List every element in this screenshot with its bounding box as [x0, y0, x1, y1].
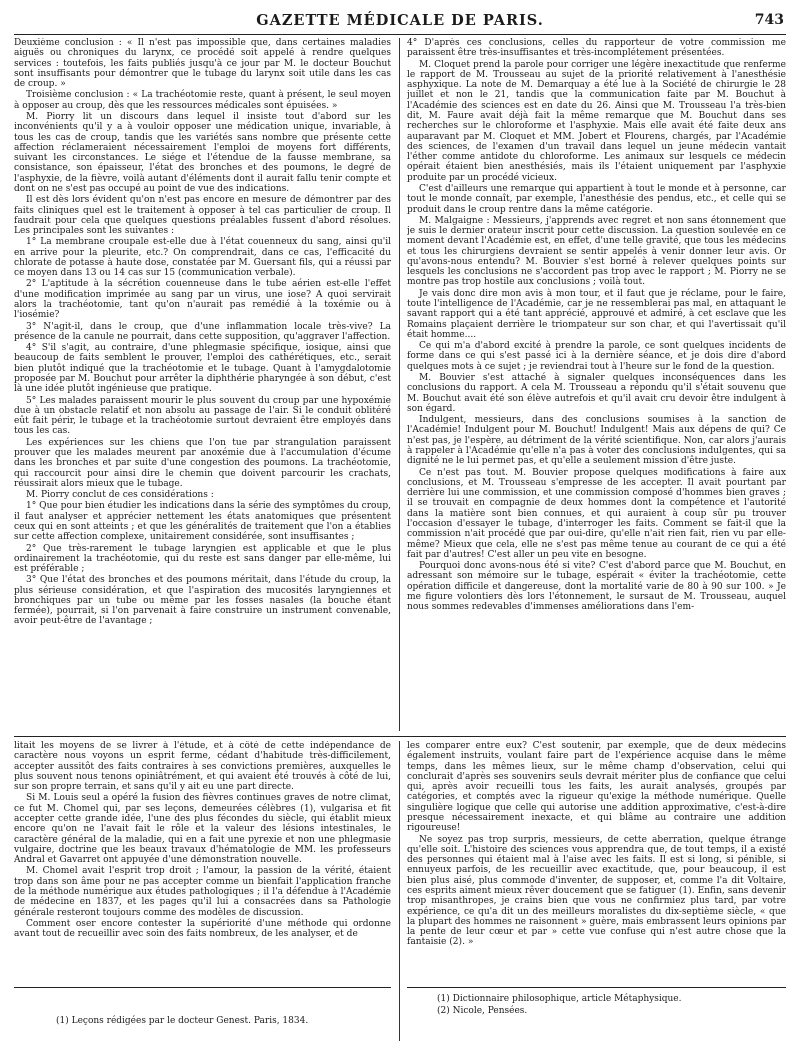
paragraph: 4° D'après ces conclusions, celles du rapporteur de votre commission me paraissent être très-insuffisantes et très-incomplétement présentées.	[407, 38, 786, 59]
footnote: (1) Leçons rédigées par le docteur Genest. Paris, 1834.	[56, 1016, 309, 1026]
paragraph: Ne soyez pas trop surpris, messieurs, de cette aberration, quelque étrange qu'elle soit. L'histoire des sciences vous apprendra que, de tout temps, il a existé des personnes qui étaient mal à l'aise avec les faits. Il est si long, si pénible, si ennuyeux parfois, de les recueillir avec exactitude, que, pour beaucoup, il est bien plus aisé, plus commode d'inventer, de supposer, et, comme l'a dit Voltaire, ces esprits aiment mieux rêver doucement que se fatiguer (1). Enfin, sans devenir trop misanthropes, je crains bien que vous ne confirmiez plus tard, par votre expérience, ce qu'a dit un des meilleurs moralistes du dix-septième siècle, « que la plupart des hommes ne raisonnent » guère, mais embrassent leurs opinions par la pente de leur cœur et par » cette vue confuse qui n'est autre chose que la fantaisie (2). »	[407, 834, 786, 948]
footnote-rule-right	[407, 987, 786, 988]
paragraph: M. Piorry conclut de ces considérations :	[26, 490, 214, 501]
page-header	[14, 10, 786, 32]
paragraph: C'est d'ailleurs une remarque qui appartient à tout le monde et à personne, car tout le monde connaît, par exemple, l'anesthésie des pendus, etc., et celle qui se produit dans le croup rentre dans la même catégorie.	[407, 183, 786, 215]
column-divider	[399, 38, 400, 731]
paragraph: Il est dès lors évident qu'on n'est pas encore en mesure de démontrer par des faits cliniques quel est le traitement à opposer à tel cas particulier de croup. Il faudrait pour cela que quelques questions préalables fussent d'abord résolues. Les principales sont les suivantes :	[14, 195, 391, 237]
upper-right-column	[407, 38, 786, 731]
page-number: 743	[754, 12, 784, 28]
paragraph: litait les moyens de se livrer à l'étude, et à côté de cette indépendance de caractère nous voyons un esprit ferme, cédant d'habitude très-difficilement, accepter aussitôt des faits contraires à ses convictions premières, auxquelles le plus souvent nous tenons opiniâtrément, et qui avaient été trouvés à côté de lui, sur son propre terrain, et sans qu'il y ait eu une part directe.	[14, 741, 391, 793]
column-divider	[399, 741, 400, 1041]
paragraph: Troisième conclusion : « La trachéotomie reste, quant à présent, le seul moyen à opposer au croup, dès que les ressources médicales sont épuisées. »	[14, 90, 391, 111]
paragraph: M. Piorry lit un discours dans lequel il insiste tout d'abord sur les inconvénients qu'il y a à vouloir opposer une médication unique, invariable, à tous les cas de croup, tandis que les variétés sans nombre que présente cette affection réclameraient nécessairement l'emploi de moyens fort différents, suivant les circonstances. Le siége et l'étendue de la fausse membrane, sa consistance, son épaisseur, l'état des bronches et des poumons, le degré de l'asphyxie, de la fièvre, voilà autant d'éléments dont il aurait fallu tenir compte et dont on ne s'est pas occupé au point de vue des indications.	[14, 111, 391, 194]
footnote-rule-left	[14, 987, 391, 988]
paragraph: Si M. Louis seul a opéré la fusion des fièvres continues graves de notre climat, ce fut M. Chomel qui, par ses leçons, demeurées célèbres (1), vulgarisa et fit accepter cette grande idée, l'une des plus fécondes du siècle, qui établit mieux encore qu'on ne l'avait fait le rôle et la valeur des lésions intestinales, le caractère général de la maladie, qui en a fait une pyrexie et non une phlegmasie vulgaire, doctrine que les beaux travaux d'hématologie de MM. les professeurs Andral et Gavarret ont appuyée d'une démonstration nouvelle.	[14, 793, 391, 866]
paragraph: 3° N'agit-il, dans le croup, que d'une inflammation locale très-vive? La présence de la canule ne pourrait, dans cette supposition, qu'aggraver l'affection.	[14, 321, 391, 342]
paragraph: Je vais donc dire mon avis à mon tour, et il faut que je réclame, pour le faire, toute l'intelligence de l'Académie, car je ne ressemblerai pas mal, en attaquant le savant rapport qui a été tant apprécié, approuvé et admiré, à cet esclave que les Romains plaçaient derrière le triompateur sur son char, et qui l'avertissait qu'il était homme....	[407, 288, 786, 340]
paragraph: 4° S'il s'agit, au contraire, d'une phlegmasie spécifique, iosique, ainsi que beaucoup de faits semblent le prouver, l'emploi des cathérétiques, etc., serait bien plutôt indiqué que la trachéotomie et le tubage. Quant à l'amygdalotomie proposée par M. Bouchut pour arrêter la diphthérie pharyngée à son début, c'est là une idée plutôt ingénieuse que pratique.	[14, 343, 391, 395]
footnotes-right	[437, 993, 777, 1017]
header-rule	[14, 34, 786, 35]
paragraph: Ce n'est pas tout. M. Bouvier propose quelques modifications à faire aux conclusions, et M. Trousseau s'empresse de les accepter. Il avait pourtant par derrière lui une commission, et une commission composé d'hommes bien graves ; il se trouvait en compagnie de deux hommes dont la compétence et l'autorité dans la matière sont bien connues, et qui auraient à coup sûr pu trouver l'occasion d'essayer le tubage, d'interroger les faits. Comment se fait-il que la commission n'ait procédé que par oui-dire, qu'elle n'ait rien fait, rien vu par elle-même? Mieux que cela, elle ne s'est pas même tenue au courant de ce qui a été fait par d'autres! C'est aller un peu vite en besogne.	[407, 467, 786, 560]
section-rule	[14, 736, 786, 737]
footnote-left	[56, 1015, 386, 1027]
paragraph: 2° Que très-rarement le tubage laryngien est applicable et que le plus ordinairement la trachéotomie, qui du reste est sans danger par elle-même, lui est préférable ;	[14, 543, 391, 575]
paragraph: Indulgent, messieurs, dans des conclusions soumises à la sanction de l'Académie! Indulgent pour M. Bouchut! Indulgent! Mais aux dépens de qui? Ce n'est pas, je l'espère, au détriment de la vérité scientifique. Non, car alors j'aurais à rappeler à l'Académie qu'elle n'a pas à voter des conclusions indulgentes, qui sa dignité ne le lui permet pas, et qu'elle a seulement mission d'être juste.	[407, 415, 786, 467]
footnote: (1) Dictionnaire philosophique, article Métaphysique.	[437, 994, 682, 1004]
paragraph: M. Malgaigne : Messieurs, j'apprends avec regret et non sans étonnement que je suis le dernier orateur inscrit pour cette discussion. La question soulevée en ce moment devant l'Académie est, en effet, d'une telle gravité, que tous les médecins et tous les chirurgiens devraient se sentir appelés à venir donner leur avis. Or qu'avons-nous entendu? M. Bouvier s'est borné à relever quelques points sur lesquels les conclusions ne s'accordent pas trop avec le rapport ; M. Piorry ne se montre pas trop hostile aux conclusions ; voilà tout.	[407, 215, 786, 288]
paragraph: les comparer entre eux? C'est soutenir, par exemple, que de deux médecins également instruits, voulant faire part de l'expérience acquise dans le même temps, dans les mêmes lieux, sur le même champ d'observation, celui qui conclurait d'après ses souvenirs seuls devrait mériter plus de confiance que celui qui, après avoir recueilli tous les faits, les aurait analysés, groupés par catégories, et comptés avec la rigueur qu'exige la méthode numérique. Quelle singulière logique que celle qui autorise une addition approximative, c'est-à-dire presque nécessairement inexacte, et qui blâme au contraire une addition rigoureuse!	[407, 741, 786, 834]
upper-left-column	[14, 38, 391, 731]
paragraph: Comment oser encore contester la supériorité d'une méthode qui ordonne avant tout de recueillir avec soin des faits nombreux, de les analyser, et de	[14, 918, 391, 940]
paragraph: 1° Que pour bien étudier les indications dans la série des symptômes du croup, il faut analyser et apprécier nettement les états anatomiques que présentent ceux qui en sont atteints ; et que les généralités de traitement que l'on a établies sur cette affection complexe, unitairement considérée, sont insuffisantes ;	[14, 501, 391, 543]
paragraph: Pourquoi donc avons-nous été si vite? C'est d'abord parce que M. Bouchut, en adressant son mémoire sur le tubage, espérait « éviter la trachéotomie, cette opération difficile et dangereuse, dont la mortalité varie de 80 à 90 sur 100. » Je me figure volontiers dès lors l'étonnement, le sursaut de M. Trousseau, auquel nous sommes redevables d'immenses améliorations dans l'em-	[407, 561, 786, 613]
lower-left-column	[14, 741, 391, 981]
paragraph: Ce qui m'a d'abord excité à prendre la parole, ce sont quelques incidents de forme dans ce qui s'est passé ici à la dernière séance, et je dois dire d'abord quelques mots à ce sujet ; je reviendrai tout à l'heure sur le fond de la question.	[407, 341, 786, 372]
lower-right-column	[407, 741, 786, 981]
journal-title: GAZETTE MÉDICALE DE PARIS.	[256, 12, 544, 29]
paragraph: Deuxième conclusion : « Il n'est pas impossible que, dans certaines maladies aiguës ou chroniques du larynx, ce procédé soit appelé à rendre quelques services : toutefois, les faits publiés jusqu'à ce jour par M. le docteur Bouchut sont insuffisants pour démontrer que le tubage du larynx soit utile dans les cas de croup. »	[14, 38, 391, 90]
paragraph: 3° Que l'état des bronches et des poumons méritait, dans l'étude du croup, la plus sérieuse considération, et que l'aspiration des mucosités laryngiennes et bronchiques par un tube ou même par les fosses nasales (la bouche étant fermée), pourrait, si l'on parvenait à faire construire un instrument convenable, avoir peut-être de l'avantage ;	[14, 575, 391, 627]
paragraph: M. Cloquet prend la parole pour corriger une légère inexactitude que renferme le rapport de M. Trousseau au sujet de la priorité relativement à l'anesthésie asphyxique. La note de M. Demarquay a été lue à la Société de chirurgie le 28 juillet et non le 21, tandis que la communication faite par M. Bouchut à l'Académie des sciences est en date du 26. Ainsi que M. Trousseau l'a très-bien dit, M. Faure avait déjà fait la même remarque que M. Bouchut dans ses recherches sur le chloroforme et l'asphyxie. Mais elle avait été faite deux ans auparavant par M. Cloquet et MM. Jobert et Flourens, chargés, par l'Académie des sciences, de l'examen d'un travail dans lequel un jeune médecin vantait l'éther comme antidote du chloroforme. Les animaux sur lesquels ce médecin opérait étaient bien anesthésiés, mais ils l'étaient uniquement par l'asphyxie produite par un procédé vicieux.	[407, 59, 786, 183]
paragraph: 5° Les malades paraissent mourir le plus souvent du croup par une hypoxémie due à un obstacle relatif et non absolu au passage de l'air. Si le conduit oblitéré eût fait périr, le tubage et la trachéotomie surtout devraient être employés dans tous les cas.	[14, 395, 391, 437]
paragraph: M. Chomel avait l'esprit trop droit ; l'amour, la passion de la vérité, étaient trop dans son âme pour ne pas accepter comme un bienfait l'application franche de la méthode numérique aux études pathologiques ; il l'a défendue à l'Académie de médecine en 1837, et les pages qu'il lui a consacrées dans sa Pathologie générale resteront toujours comme des modèles de discussion.	[14, 866, 391, 918]
paragraph: 2° L'aptitude à la sécrétion couenneuse dans le tube aérien est-elle l'effet d'une modification imprimée au sang par un virus, une iose? A quoi servirait alors la trachéotomie, tant qu'on n'aurait pas remédié à la toxémie ou à l'iosémie?	[14, 279, 391, 321]
paragraph: Les expériences sur les chiens que l'on tue par strangulation paraissent prouver que les malades meurent par anoxémie due à l'accumulation d'écume dans les bronches et par suite d'une congestion des poumons. La trachéotomie, qui raccourcit pour ainsi dire le chemin que doivent parcourir les crachats, réussirait alors mieux que le tubage.	[14, 437, 391, 489]
footnote: (2) Nicole, Pensées.	[437, 1006, 528, 1016]
paragraph: M. Bouvier s'est attaché à signaler quelques inconséquences dans les conclusions du rapport. A cela M. Trousseau a répondu qu'il s'était souvenu que M. Bouchut avait été son élève autrefois et qu'il avait cru devoir être indulgent à son égard.	[407, 373, 786, 414]
paragraph: 1° La membrane croupale est-elle due à l'état couenneux du sang, ainsi qu'il en arrive pour la pleurite, etc.? On comprendrait, dans ce cas, l'efficacité du chlorate de potasse à haute dose, constatée par M. Guersant fils, qui a réussi par ce moyen dans 13 ou 14 cas sur 15 (communication verbale).	[14, 237, 391, 279]
